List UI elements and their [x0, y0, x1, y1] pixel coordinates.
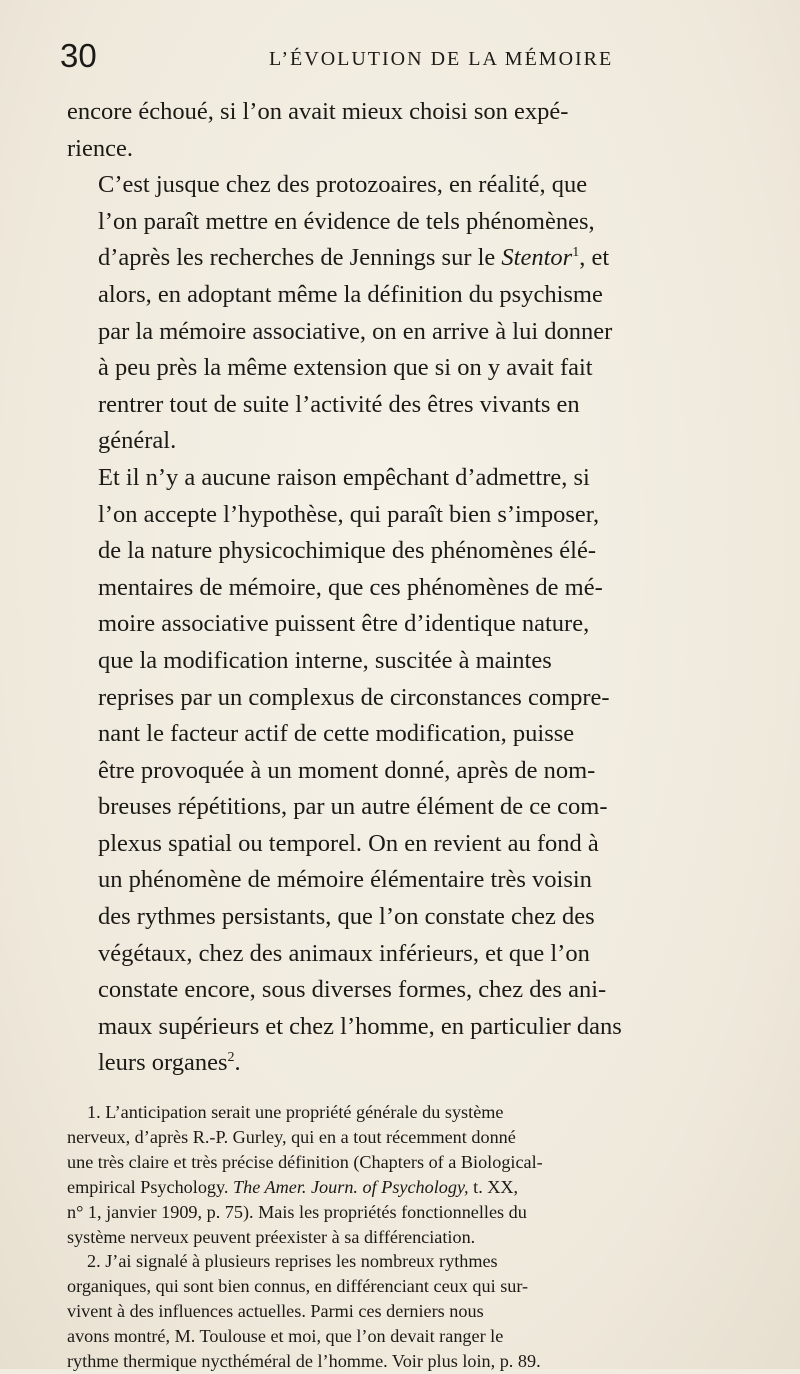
text-line: breuses répétitions, par un autre élément de ce com- — [98, 793, 608, 821]
text-line: par la mémoire associative, on en arrive à lui donner — [98, 317, 613, 345]
footnote-line: organiques, qui sont bien connus, en différenciant ceux qui sur- — [67, 1276, 529, 1297]
footnote-line: 1. L’anticipation serait une propriété générale du système — [87, 1102, 504, 1122]
text-line: plexus spatial ou temporel. On en revient au fond à — [98, 829, 599, 857]
paragraph-1 — [67, 94, 787, 167]
footnote-ref-2: 2 — [227, 1050, 235, 1066]
text-line — [67, 1045, 787, 1082]
footnote-ref-1: 1 — [572, 245, 580, 261]
text-line: constate encore, sous diverses formes, chez des ani- — [98, 976, 607, 1004]
text-segment: empirical Psychology. — [67, 1176, 234, 1197]
text-line: l’on accepte l’hypothèse, qui paraît bien s’imposer, — [98, 500, 600, 528]
footnote-2 — [67, 1249, 777, 1274]
text-line: végétaux, chez des animaux inférieurs, et que l’on — [98, 939, 590, 967]
text-segment: . — [234, 1049, 241, 1077]
text-segment: leurs organes — [98, 1049, 228, 1077]
text-line: encore échoué, si l’on avait mieux choisi son expé- — [67, 98, 569, 125]
footnote-line: rythme thermique nycthéméral de l’homme. Voir plus loin, p. 89. — [67, 1351, 541, 1372]
italic-term: Stentor — [501, 244, 573, 272]
paragraph-2 — [67, 167, 787, 460]
footnote-2-continuation — [67, 1274, 777, 1374]
running-title: L’ÉVOLUTION DE LA MÉMOIRE — [269, 48, 614, 70]
text-line: maux supérieurs et chez l’homme, en particulier dans — [98, 1012, 622, 1040]
footnote-line: 2. J’ai signalé à plusieurs reprises les nombreux rythmes — [87, 1251, 498, 1272]
text-line: l’on paraît mettre en évidence de tels phénomènes, — [98, 207, 595, 235]
text-segment: , et — [579, 244, 610, 272]
text-line: reprises par un complexus de circonstances compre- — [98, 683, 610, 711]
text-line: nant le facteur actif de cette modification, puisse — [98, 720, 575, 748]
footnote-line: n° 1, janvier 1909, p. 75). Mais les propriétés fonctionnelles du — [67, 1201, 527, 1222]
text-line: des rythmes persistants, que l’on constate chez des — [98, 903, 595, 931]
footnote-line: système nerveux peuvent préexister à sa différenciation. — [67, 1226, 476, 1247]
footnote-1 — [67, 1100, 777, 1125]
text-line — [67, 240, 787, 277]
main-text — [67, 94, 787, 1082]
text-line: C’est jusque chez des protozoaires, en réalité, que — [98, 171, 588, 199]
footnote-line: vivent à des influences actuelles. Parmi ces derniers nous — [67, 1301, 484, 1322]
text-line: moire associative puissent être d’identique nature, — [98, 610, 590, 638]
text-line: alors, en adoptant même la définition du psychisme — [98, 280, 603, 308]
text-line: de la nature physicochimique des phénomènes élé- — [98, 537, 596, 565]
text-line: à peu près la même extension que si on y avait fait — [98, 354, 593, 382]
text-line: rience. — [67, 134, 133, 162]
journal-title: The Amer. Journ. of Psychology, — [233, 1176, 469, 1197]
text-line: que la modification interne, suscitée à maintes — [98, 646, 552, 674]
text-segment: d’après les recherches de Jennings sur le — [98, 244, 502, 272]
text-line: général. — [98, 427, 177, 455]
paragraph-3 — [67, 460, 787, 1082]
footnotes — [67, 1100, 777, 1374]
text-segment: t. XX, — [468, 1176, 519, 1197]
footnote-line: nerveux, d’après R.-P. Gurley, qui en a tout récemment donné — [67, 1126, 516, 1147]
text-line: mentaires de mémoire, que ces phénomènes de mé- — [98, 573, 603, 601]
text-line: un phénomène de mémoire élémentaire très voisin — [98, 866, 592, 894]
footnote-line: une très claire et très précise définition (Chapters of a Biological- — [67, 1151, 543, 1172]
footnote-line: avons montré, M. Toulouse et moi, que l’on devait ranger le — [67, 1326, 504, 1347]
footnote-line — [67, 1175, 777, 1200]
text-line: être provoquée à un moment donné, après de nom- — [98, 756, 596, 784]
page-header — [0, 36, 800, 76]
text-line: rentrer tout de suite l’activité des êtres vivants en — [98, 390, 580, 418]
page-number: 30 — [60, 37, 97, 74]
text-line: Et il n’y a aucune raison empêchant d’admettre, si — [98, 463, 590, 491]
footnote-1-continuation — [67, 1125, 777, 1250]
